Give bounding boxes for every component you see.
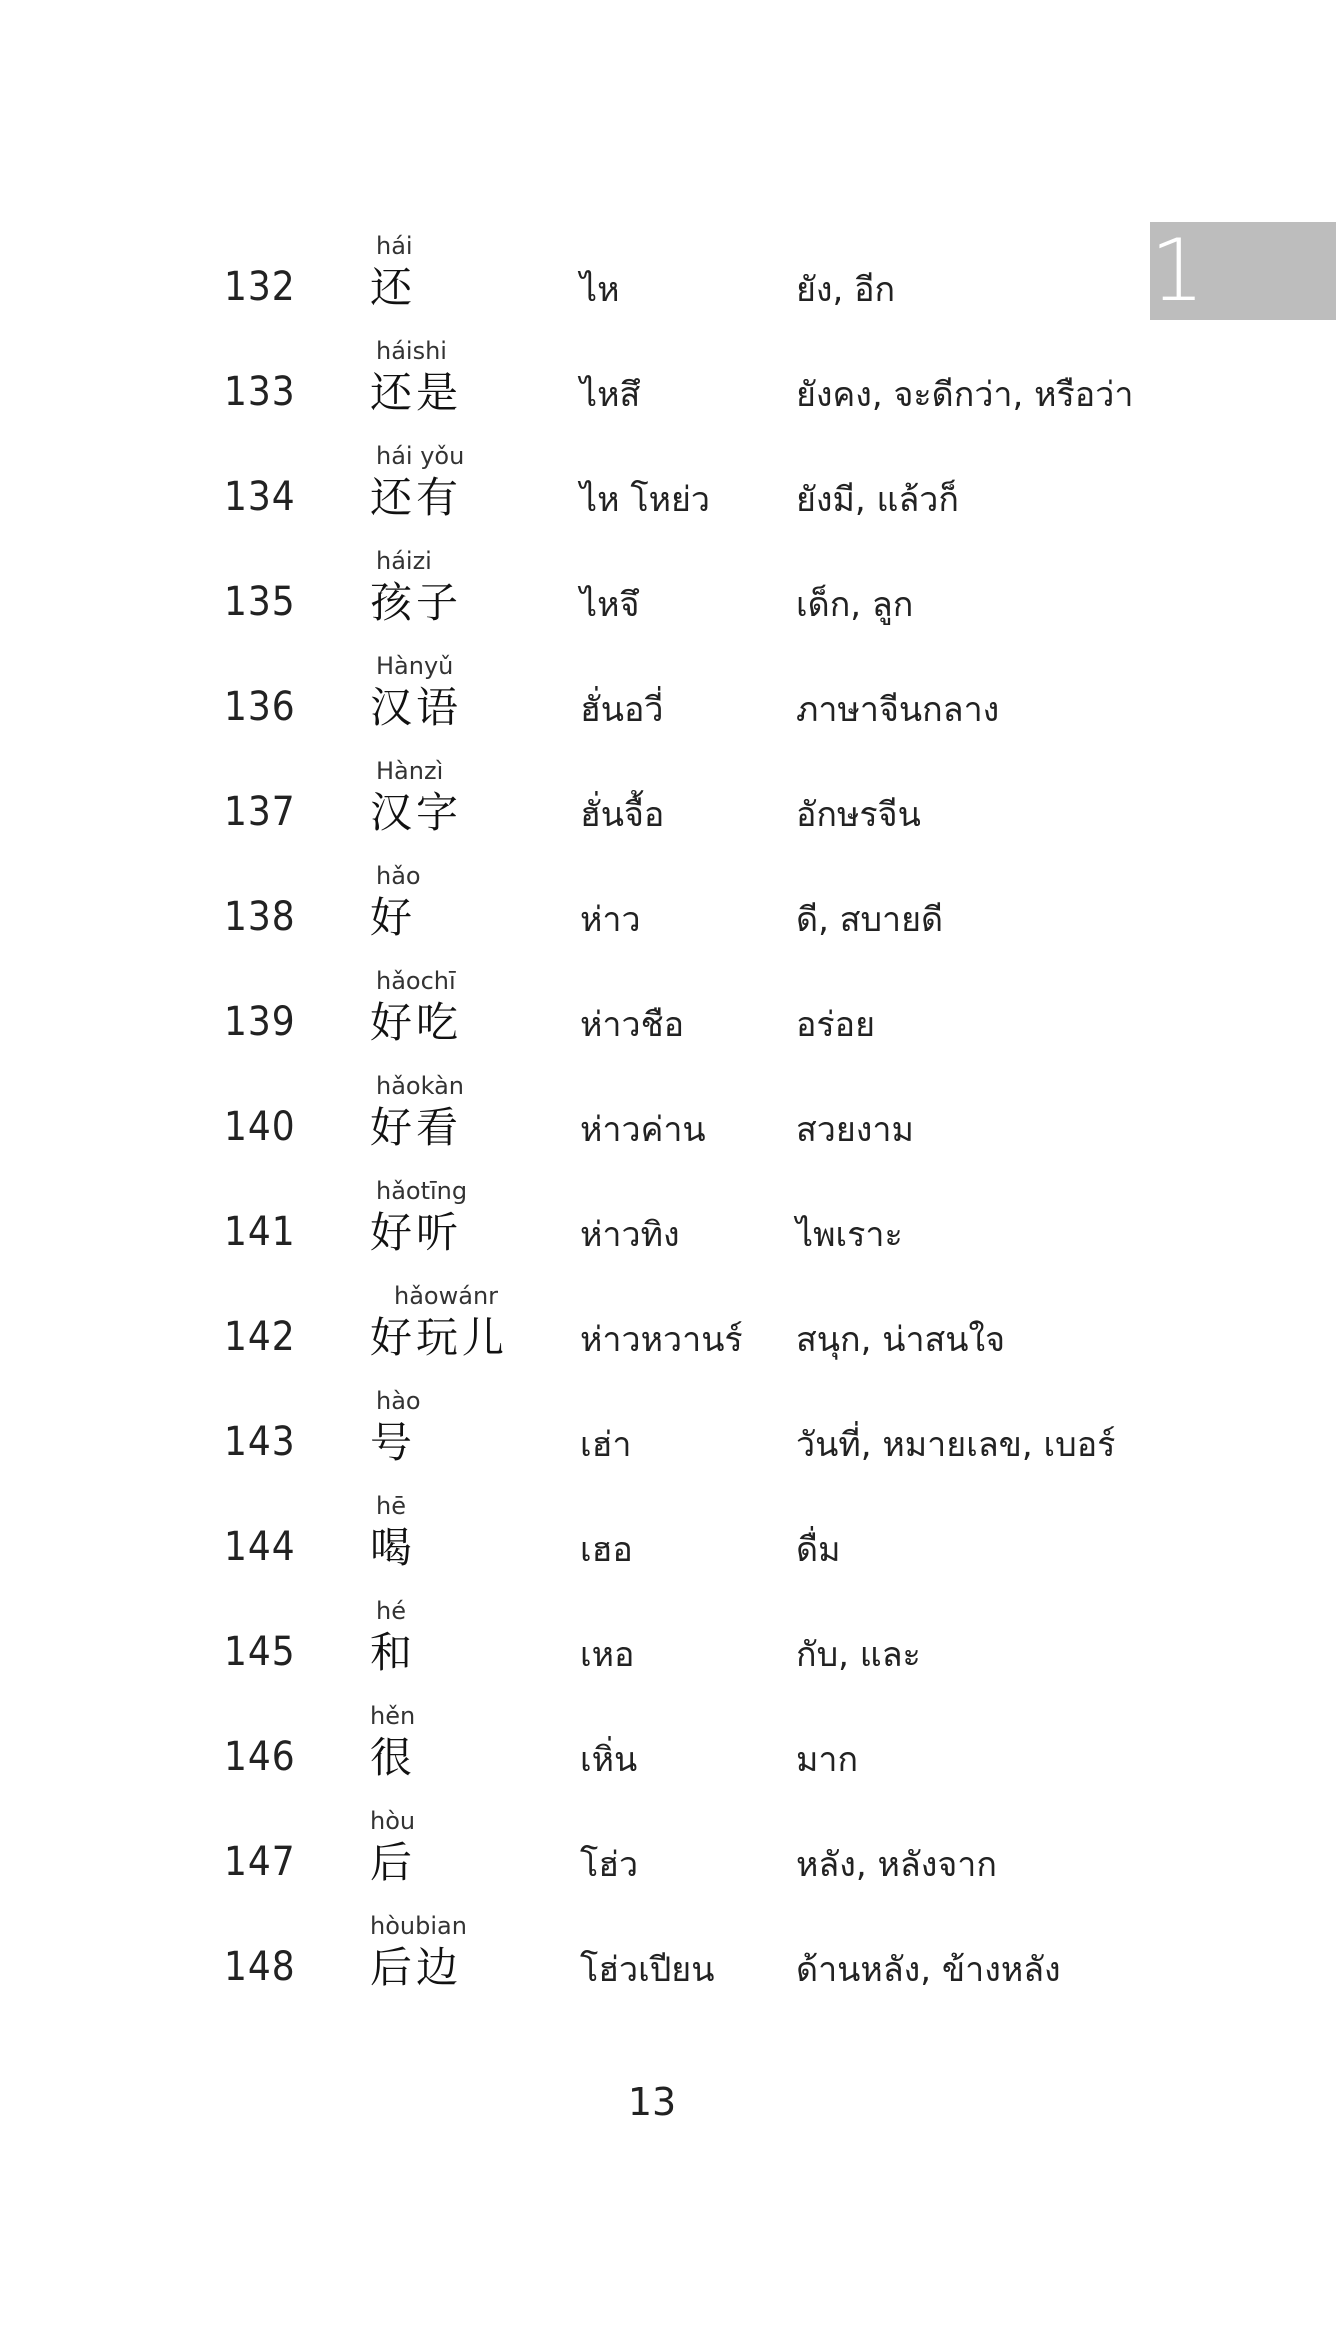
entry-pinyin: hòu	[370, 1807, 416, 1835]
entry-hanzi: 和	[370, 1628, 417, 1677]
entry-number: 133	[224, 369, 296, 415]
entry-number: 146	[224, 1734, 296, 1780]
entry-pinyin: hǎotīng	[376, 1177, 468, 1205]
entry-meaning: วันที่, หมายเลข, เบอร์	[796, 1425, 1116, 1466]
entry-thai-reading: เฮอ	[580, 1530, 633, 1571]
vocab-entry	[0, 1173, 1336, 1278]
entry-number: 139	[224, 999, 296, 1045]
entry-thai-reading: ไหจึ	[580, 585, 640, 626]
entry-pinyin: hòubian	[370, 1912, 467, 1940]
entry-number: 135	[224, 579, 296, 625]
vocab-entry	[0, 543, 1336, 648]
entry-meaning: มาก	[796, 1740, 859, 1781]
entry-pinyin: Hànyǔ	[376, 652, 454, 680]
entry-thai-reading: ฮั่นอวี่	[580, 690, 664, 731]
entry-number: 138	[224, 894, 296, 940]
entry-thai-reading: ห่าวชือ	[580, 1005, 685, 1046]
entry-hanzi: 喝	[370, 1523, 417, 1572]
entry-hanzi: 好	[370, 893, 417, 942]
vocab-entry	[0, 1593, 1336, 1698]
entry-meaning: อร่อย	[796, 1005, 876, 1046]
vocab-entry	[0, 333, 1336, 438]
entry-meaning: ดี, สบายดี	[796, 900, 944, 941]
vocab-entry	[0, 1803, 1336, 1908]
entry-hanzi: 汉语	[370, 683, 463, 732]
vocab-entry	[0, 438, 1336, 543]
entry-meaning: ยังมี, แล้วก็	[796, 480, 959, 521]
entry-number: 140	[224, 1104, 296, 1150]
entry-hanzi: 很	[370, 1733, 417, 1782]
entry-thai-reading: ไห	[580, 270, 620, 311]
vocab-entry	[0, 1488, 1336, 1593]
vocab-entry	[0, 753, 1336, 858]
entry-pinyin: hái yǒu	[376, 442, 465, 470]
entry-number: 134	[224, 474, 296, 520]
entry-pinyin: hē	[376, 1492, 406, 1520]
vocab-entry	[0, 1908, 1336, 2013]
entry-meaning: อักษรจีน	[796, 795, 921, 836]
entry-hanzi: 还有	[370, 473, 463, 522]
entry-pinyin: hào	[376, 1387, 421, 1415]
entry-thai-reading: ห่าวทิง	[580, 1215, 680, 1256]
entry-meaning: ภาษาจีนกลาง	[796, 690, 1000, 731]
entry-hanzi: 汉字	[370, 788, 463, 837]
page-number: 13	[627, 2080, 677, 2124]
entry-thai-reading: โฮ่วเปียน	[580, 1950, 715, 1991]
entry-meaning: สวยงาม	[796, 1110, 914, 1151]
entry-thai-reading: เหอ	[580, 1635, 635, 1676]
entry-thai-reading: เหิ่น	[580, 1740, 638, 1781]
vocab-entry	[0, 1383, 1336, 1488]
entry-number: 148	[224, 1944, 296, 1990]
entry-number: 141	[224, 1209, 296, 1255]
entry-hanzi: 号	[370, 1418, 417, 1467]
entry-number: 136	[224, 684, 296, 730]
entry-hanzi: 还	[370, 263, 417, 312]
vocab-entry	[0, 963, 1336, 1068]
entry-meaning: ยัง, อีก	[796, 270, 896, 311]
vocab-entry	[0, 222, 1336, 333]
entry-pinyin: háizi	[376, 547, 432, 575]
entry-meaning: เด็ก, ลูก	[796, 585, 914, 626]
entry-thai-reading: ไห โหย่ว	[580, 480, 711, 521]
entry-pinyin: hǎochī	[376, 967, 456, 995]
entry-number: 147	[224, 1839, 296, 1885]
entry-hanzi: 好玩儿	[370, 1313, 509, 1362]
entry-thai-reading: ห่าว	[580, 900, 641, 941]
entry-hanzi: 后	[370, 1838, 417, 1887]
entry-number: 143	[224, 1419, 296, 1465]
entry-pinyin: hái	[376, 232, 413, 260]
entry-pinyin: hǎowánr	[394, 1282, 499, 1310]
entry-pinyin: hǎokàn	[376, 1072, 464, 1100]
vocab-entry	[0, 1698, 1336, 1803]
entry-hanzi: 后边	[370, 1943, 463, 1992]
entry-thai-reading: โฮ่ว	[580, 1845, 639, 1886]
entry-meaning: สนุก, น่าสนใจ	[796, 1320, 1006, 1361]
entry-hanzi: 好吃	[370, 998, 463, 1047]
entry-thai-reading: ฮั่นจื้อ	[580, 795, 665, 836]
vocab-entry	[0, 1278, 1336, 1383]
entry-meaning: ไพเราะ	[796, 1215, 903, 1256]
entry-thai-reading: ห่าวค่าน	[580, 1110, 706, 1151]
vocab-entry	[0, 1068, 1336, 1173]
entry-number: 137	[224, 789, 296, 835]
entry-thai-reading: เฮ่า	[580, 1425, 632, 1466]
vocab-entry	[0, 858, 1336, 963]
entry-hanzi: 孩子	[370, 578, 463, 627]
chapter-tab-label: 1	[1150, 222, 1205, 320]
entry-meaning: กับ, และ	[796, 1635, 921, 1676]
entry-meaning: หลัง, หลังจาก	[796, 1845, 997, 1886]
entry-meaning: ยังคง, จะดีกว่า, หรือว่า	[796, 375, 1134, 416]
entry-number: 142	[224, 1314, 296, 1360]
entry-hanzi: 好看	[370, 1103, 463, 1152]
entry-number: 145	[224, 1629, 296, 1675]
entry-hanzi: 好听	[370, 1208, 463, 1257]
entry-pinyin: hé	[376, 1597, 406, 1625]
vocab-entry	[0, 648, 1336, 753]
entry-hanzi: 还是	[370, 368, 463, 417]
entry-thai-reading: ไหสึ	[580, 375, 641, 416]
entry-pinyin: Hànzì	[376, 757, 444, 785]
entry-pinyin: hǎo	[376, 862, 421, 890]
entry-pinyin: háishi	[376, 337, 447, 365]
entry-number: 144	[224, 1524, 296, 1570]
entry-meaning: ดื่ม	[796, 1530, 841, 1571]
entry-pinyin: hěn	[370, 1702, 416, 1730]
entry-thai-reading: ห่าวหวานร์	[580, 1320, 743, 1361]
entry-number: 132	[224, 264, 296, 310]
entry-meaning: ด้านหลัง, ข้างหลัง	[796, 1950, 1061, 1991]
